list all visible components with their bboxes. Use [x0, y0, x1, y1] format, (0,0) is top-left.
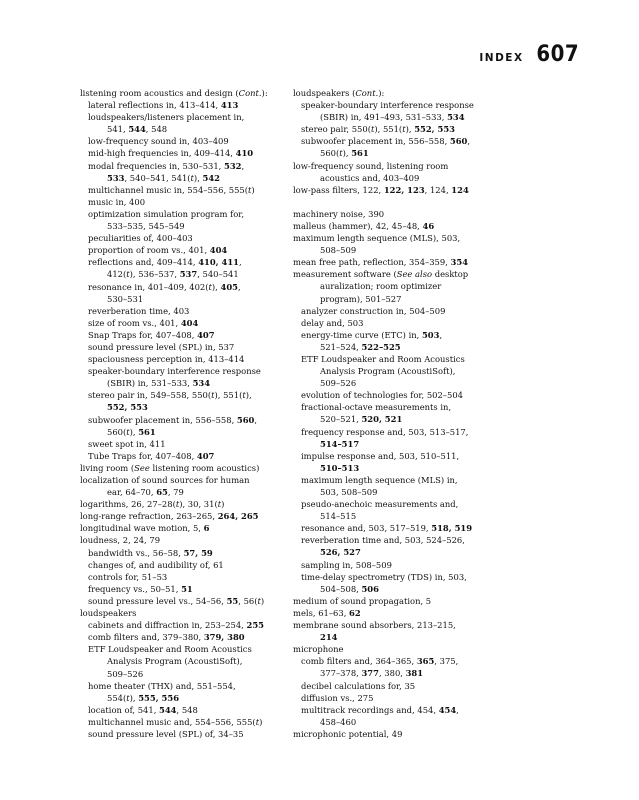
index-entry: longitudinal wave motion, 5, 6	[80, 523, 210, 534]
index-subentry: stereo pair, 550(t), 551(t), 552, 553	[301, 124, 455, 135]
index-subentry: maximum length sequence (MLS) in,	[301, 474, 458, 485]
index-entry-continuation: (SBIR) in, 531–533, 534	[107, 378, 211, 389]
index-entry-continuation: 503, 508–509	[320, 487, 378, 497]
index-entry-continuation: 458–460	[320, 716, 357, 727]
index-entry: loudness, 2, 24, 79	[80, 535, 161, 546]
index-subentry: sweet spot in, 411	[88, 438, 166, 449]
index-entry-continuation: 526, 527	[320, 547, 361, 558]
index-entry: low-frequency sound, listening room	[293, 160, 449, 171]
index-entry-continuation: 504–508, 506	[320, 583, 379, 594]
index-entry-continuation: 509–526	[107, 668, 144, 679]
index-entry: maximum length sequence (MLS), 503,	[293, 233, 461, 244]
running-header-label: INDEX	[479, 52, 524, 64]
index-entry: machinery noise, 390	[293, 208, 385, 219]
index-entry-continuation: 514–515	[320, 511, 357, 522]
page-number: 607	[535, 42, 579, 67]
index-entry: loudspeakers (Cont.):	[293, 88, 385, 98]
index-subentry: comb filters and, 364–365, 365, 375,	[301, 656, 459, 667]
index-subentry: multichannel music in, 554–556, 555(t)	[88, 184, 255, 195]
index-entry-continuation: 560(t), 561	[320, 148, 369, 159]
index-entry-continuation: 412(t), 536–537, 537, 540–541	[107, 269, 239, 280]
index-entry: logarithms, 26, 27–28(t), 30, 31(t)	[80, 499, 225, 510]
index-entry: localization of sound sources for human	[80, 475, 250, 485]
index-subentry: analyzer construction in, 504–509	[301, 305, 446, 316]
index-entry: malleus (hammer), 42, 45–48, 46	[293, 220, 435, 231]
index-entry-continuation: auralization; room optimizer	[320, 281, 442, 292]
index-subentry: Tube Traps for, 407–408, 407	[88, 450, 215, 461]
index-subentry: lateral reflections in, 413–414, 413	[88, 100, 239, 111]
index-subentry: resonance and, 503, 517–519, 518, 519	[301, 523, 473, 534]
section-gap	[293, 196, 501, 208]
index-subentry: frequency vs., 50–51, 51	[88, 583, 193, 594]
index-subentry: diffusion vs., 275	[301, 692, 374, 703]
index-subentry: resonance in, 401–409, 402(t), 405,	[88, 281, 241, 292]
index-subentry: sound pressure level (SPL) in, 537	[88, 341, 235, 352]
index-subentry: comb filters and, 379–380, 379, 380	[88, 632, 245, 643]
index-subentry: impulse response and, 503, 510–511,	[301, 450, 460, 461]
index-subentry: multichannel music and, 554–556, 555(t)	[88, 716, 263, 727]
index-subentry: optimization simulation program for,	[88, 208, 244, 219]
index-entry: microphonic potential, 49	[293, 728, 403, 739]
index-subentry: bandwidth vs., 56–58, 57, 59	[88, 547, 213, 558]
index-entry: mels, 61–63, 62	[293, 607, 361, 618]
index-column-left	[80, 87, 282, 740]
index-entry-continuation: ear, 64–70, 65, 79	[107, 487, 184, 498]
index-entry-continuation: (SBIR) in, 491–493, 531–533, 534	[320, 112, 465, 123]
index-subentry: music in, 400	[88, 196, 146, 207]
index-subentry: stereo pair in, 549–558, 550(t), 551(t),	[88, 390, 252, 401]
index-entry-continuation: 214	[320, 632, 338, 643]
running-header	[479, 42, 581, 67]
index-entry-continuation: acoustics and, 403–409	[320, 172, 420, 183]
index-subentry: modal frequencies in, 530–531, 532,	[88, 160, 245, 171]
index-entry: measurement software (See also desktop	[293, 269, 469, 280]
index-column-right	[293, 87, 501, 740]
index-subentry: time-delay spectrometry (TDS) in, 503,	[301, 571, 467, 582]
index-entry: medium of sound propagation, 5	[293, 595, 432, 606]
index-subentry: reverberation time, 403	[88, 305, 190, 316]
index-entry: low-pass filters, 122, 122, 123, 124, 124	[293, 184, 469, 195]
index-subentry: reflections and, 409–414, 410, 411,	[88, 257, 242, 268]
index-entry: living room (See listening room acoustics)	[80, 462, 260, 473]
index-subentry: ETF Loudspeaker and Room Acoustics	[88, 644, 252, 655]
index-subentry: home theater (THX) and, 551–554,	[88, 680, 236, 691]
index-entry-continuation: 560(t), 561	[107, 426, 156, 437]
index-subentry: multitrack recordings and, 454, 454,	[301, 704, 459, 715]
index-entry: listening room acoustics and design (Cont.):	[80, 88, 268, 98]
index-subentry: subwoofer placement in, 556–558, 560,	[88, 414, 258, 425]
index-entry-continuation: Analysis Program (AcoustiSoft),	[107, 656, 243, 667]
index-entry-continuation: Analysis Program (AcoustiSoft),	[320, 366, 456, 377]
index-entry-continuation: 377–378, 377, 380, 381	[320, 668, 424, 679]
index-entry-continuation: 541, 544, 548	[107, 124, 168, 135]
index-entry: loudspeakers	[80, 608, 137, 619]
index-subentry: fractional-octave measurements in,	[301, 402, 452, 413]
index-subentry: ETF Loudspeaker and Room Acoustics	[301, 353, 465, 364]
index-entry-continuation: 521–524, 522–525	[320, 341, 401, 352]
index-subentry: sound pressure level (SPL) of, 34–35	[88, 728, 244, 739]
index-entry-continuation: 510–513	[320, 462, 360, 473]
index-subentry: pseudo-anechoic measurements and,	[301, 499, 459, 510]
index-entry: microphone	[293, 644, 344, 655]
index-subentry: sound pressure level vs., 54–56, 55, 56(t)	[88, 595, 265, 606]
index-entry-continuation: 520–521, 520, 521	[320, 414, 403, 425]
index-subentry: spaciousness perception in, 413–414	[88, 354, 245, 365]
index-entry-continuation: program), 501–527	[320, 293, 402, 304]
index-subentry: delay and, 503	[301, 317, 364, 328]
index-subentry: changes of, and audibility of, 61	[88, 559, 224, 570]
index-subentry: mid-high frequencies in, 409–414, 410	[88, 148, 254, 159]
index-entry-continuation: 554(t), 555, 556	[107, 692, 180, 703]
index-subentry: reverberation time and, 503, 524–526,	[301, 535, 465, 546]
index-entry: long-range refraction, 263–265, 264, 265	[80, 511, 259, 522]
index-subentry: proportion of room vs., 401, 404	[88, 245, 228, 256]
index-entry-continuation: 552, 553	[107, 402, 148, 413]
index-entry: mean free path, reflection, 354–359, 354	[293, 257, 469, 268]
index-subentry: evolution of technologies for, 502–504	[301, 390, 463, 401]
index-subentry: speaker-boundary interference response	[301, 100, 474, 111]
index-subentry: energy-time curve (ETC) in, 503,	[301, 329, 443, 340]
index-entry-continuation: 514–517	[320, 438, 360, 449]
index-subentry: loudspeakers/listeners placement in,	[88, 112, 245, 123]
index-entry-continuation: 530–531	[107, 293, 144, 304]
index-subentry: low-frequency sound in, 403–409	[88, 136, 229, 147]
index-entry-continuation: 533–535, 545–549	[107, 221, 185, 232]
index-subentry: subwoofer placement in, 556–558, 560,	[301, 136, 471, 147]
index-subentry: Snap Traps for, 407–408, 407	[88, 329, 215, 340]
index-subentry: cabinets and diffraction in, 253–254, 255	[88, 620, 264, 631]
index-subentry: sampling in, 508–509	[301, 559, 392, 570]
index-entry-continuation: 508–509	[320, 245, 357, 256]
index-subentry: location of, 541, 544, 548	[88, 704, 198, 715]
index-subentry: size of room vs., 401, 404	[88, 317, 199, 328]
index-entry-continuation: 509–526	[320, 378, 357, 389]
index-subentry: decibel calculations for, 35	[301, 680, 416, 691]
index-subentry: frequency response and, 503, 513–517,	[301, 426, 469, 437]
index-entry-continuation: 533, 540–541, 541(t), 542	[107, 172, 220, 183]
index-subentry: controls for, 51–53	[88, 571, 168, 582]
index-subentry: speaker-boundary interference response	[88, 366, 261, 377]
index-subentry: peculiarities of, 400–403	[88, 233, 193, 244]
index-entry: membrane sound absorbers, 213–215,	[293, 620, 456, 631]
